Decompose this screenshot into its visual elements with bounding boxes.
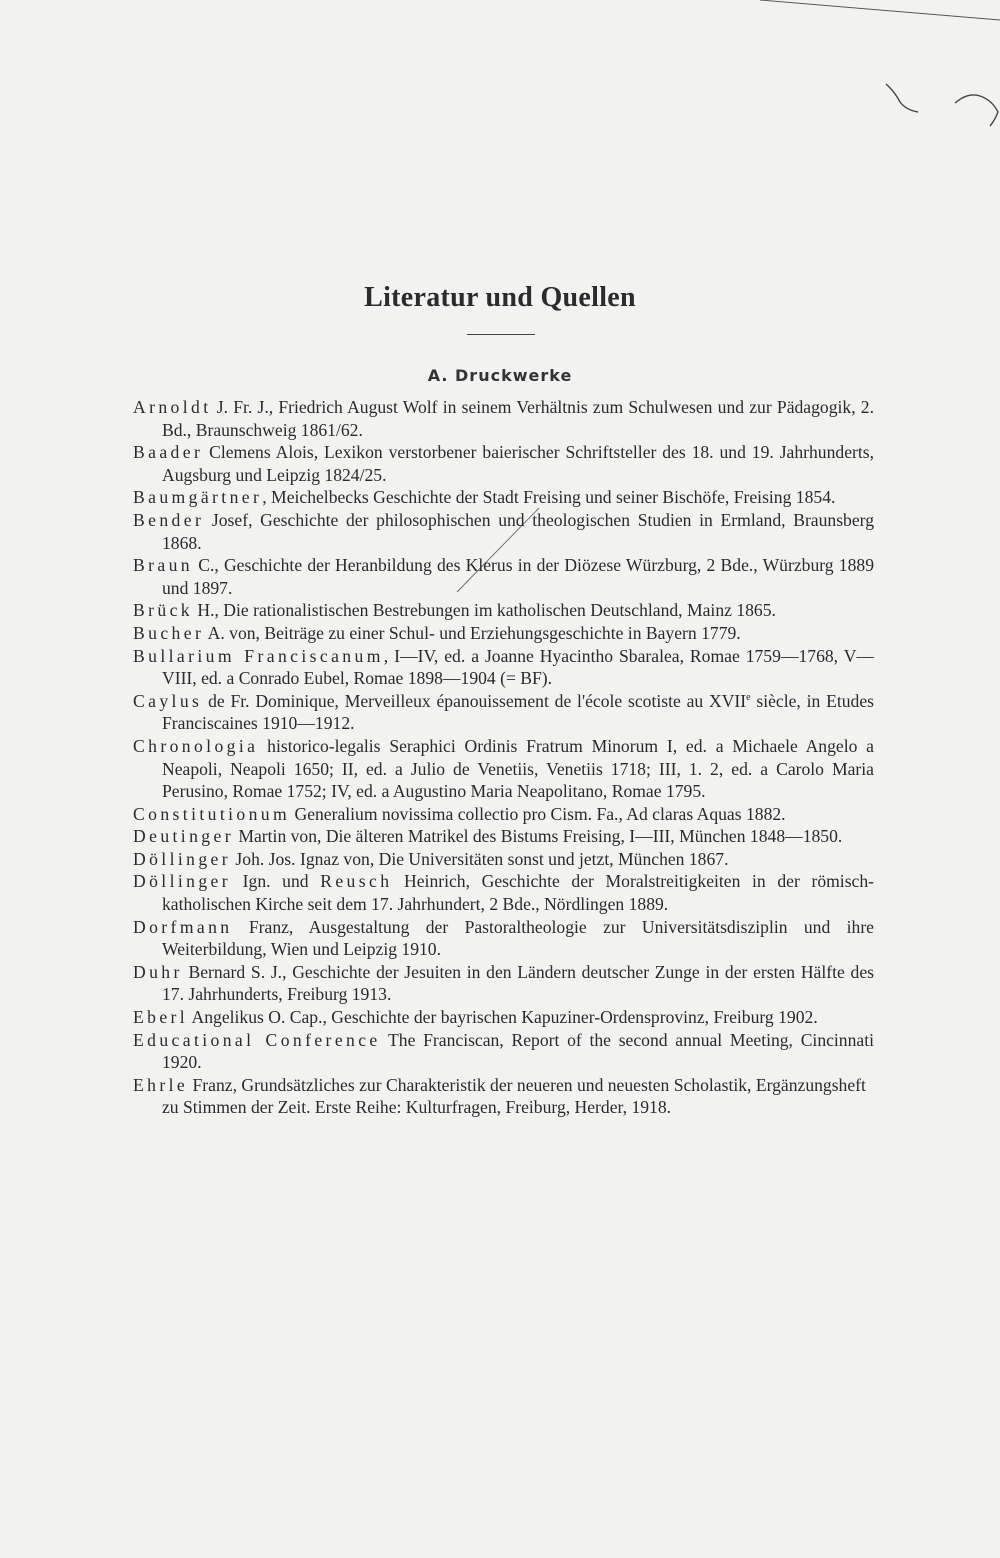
bibliography-entry bbox=[133, 870, 874, 915]
bibliography-entry bbox=[133, 622, 874, 645]
entry-text: Joh. Jos. Ignaz von, Die Universitäten sonst und jetzt, München 1867. bbox=[231, 848, 729, 869]
author-name: Bucher bbox=[133, 622, 205, 643]
bibliography-entry bbox=[133, 441, 874, 486]
bibliography-entry bbox=[133, 825, 874, 848]
author-name: Constitutionum bbox=[133, 803, 291, 824]
entry-text: Generalium novissima collectio pro Cism. Fa., Ad claras Aquas 1882. bbox=[290, 803, 786, 824]
entry-text: J. Fr. J., Friedrich August Wolf in seinem Verhältnis zum Schulwesen und zur Pädagogik, 2. Bd., Braunschweig 1861/62. bbox=[162, 397, 874, 440]
entry-text: Angelikus O. Cap., Geschichte der bayrischen Kapuziner-Ordensprovinz, Freiburg 1902. bbox=[188, 1007, 818, 1028]
bibliography-entry bbox=[133, 1029, 874, 1074]
bibliography-entry bbox=[133, 735, 874, 803]
entry-text: Martin von, Die älteren Matrikel des Bistums Freising, I—III, München 1848—1850. bbox=[233, 826, 843, 847]
bibliography-entry bbox=[133, 599, 874, 622]
author-name: Bullarium Franciscanum bbox=[133, 645, 384, 666]
bibliography-entry bbox=[133, 1074, 874, 1119]
entry-text: Bernard S. J., Geschichte der Jesuiten in den Ländern deutscher Zunge in der ersten Hälfte des 17. Jahrhunderts, Freiburg 1913. bbox=[162, 961, 874, 1005]
author-name: Educational Conference bbox=[133, 1029, 381, 1050]
superscript: e bbox=[746, 691, 751, 703]
author-name: Eberl bbox=[133, 1007, 189, 1028]
entry-text-continued: siècle, in Etudes Franciscaines 1910—1912. bbox=[162, 690, 874, 734]
entry-text: de Fr. Dominique, Merveilleux épanouissement de l'école scotiste au XVII bbox=[202, 690, 747, 711]
pencil-mark-right bbox=[955, 95, 998, 126]
pencil-stroke-top bbox=[760, 0, 1000, 20]
author-name: Baader bbox=[133, 442, 204, 463]
author-name: Deutinger bbox=[133, 826, 234, 847]
author-name: Brück bbox=[133, 600, 193, 621]
bibliography-entry bbox=[133, 690, 874, 735]
entry-text: Franz, Grundsätzliches zur Charakteristik der neueren und neuesten Scholastik, Ergänzungsheft zu Stimmen der Zeit. Erste Reihe: Kulturfragen, Freiburg, Herder, 1918. bbox=[162, 1074, 866, 1118]
page-title: Literatur und Quellen bbox=[364, 282, 636, 313]
entry-text-continued: Heinrich, Geschichte der Moralstreitigkeiten in der römisch-katholischen Kirche seit dem 17. Jahrhundert, 2 Bde., Nördlingen 1889. bbox=[162, 871, 875, 915]
bibliography-entry bbox=[133, 396, 874, 441]
bibliography-entry bbox=[133, 803, 874, 826]
bibliography-list bbox=[133, 396, 874, 1119]
title-divider bbox=[467, 334, 535, 335]
bibliography-entry bbox=[133, 848, 874, 871]
section-heading: A. Druckwerke bbox=[427, 366, 573, 385]
bibliography-entry bbox=[133, 554, 874, 599]
author-name: Duhr bbox=[133, 961, 183, 982]
entry-text: , I—IV, ed. a Joanne Hyacintho Sbaralea, Romae 1759—1768, V—VIII, ed. a Conrado Eubel, Romae 1898—1904 (= BF). bbox=[162, 645, 875, 689]
author-name: Caylus bbox=[133, 690, 203, 711]
entry-text: H., Die rationalistischen Bestrebungen im katholischen Deutschland, Mainz 1865. bbox=[193, 600, 776, 621]
author-name: Baumgärtner bbox=[133, 487, 263, 508]
author-name: Ehrle bbox=[133, 1074, 189, 1095]
coauthor-name: Reusch bbox=[320, 871, 393, 892]
entry-text: The Franciscan, Report of the second annual Meeting, Cincinnati 1920. bbox=[162, 1029, 874, 1073]
entry-text: Ign. und bbox=[231, 871, 321, 892]
entry-text: A. von, Beiträge zu einer Schul- und Erziehungsgeschichte in Bayern 1779. bbox=[204, 622, 741, 643]
author-name: Dorfmann bbox=[133, 916, 233, 937]
entry-text: Josef, Geschichte der philosophischen und theologischen Studien in Ermland, Braunsberg 1868. bbox=[162, 509, 874, 553]
bibliography-entry bbox=[133, 916, 874, 961]
entry-text: , Meichelbecks Geschichte der Stadt Freising und seiner Bischöfe, Freising 1854. bbox=[262, 487, 836, 508]
author-name: Chronologia bbox=[133, 735, 259, 756]
bibliography-entry bbox=[133, 1006, 874, 1029]
entry-text: Franz, Ausgestaltung der Pastoraltheologie zur Universitätsdisziplin und ihre Weiterbildung, Wien und Leipzig 1910. bbox=[162, 916, 874, 960]
entry-text: C., Geschichte der Heranbildung des Klerus in der Diözese Würzburg, 2 Bde., Würzburg 1889 und 1897. bbox=[162, 555, 874, 598]
author-name: Arnoldt bbox=[133, 397, 212, 417]
bibliography-entry bbox=[133, 509, 874, 554]
bibliography-entry bbox=[133, 961, 874, 1006]
pencil-mark-left bbox=[886, 84, 918, 112]
author-name: Braun bbox=[133, 555, 193, 576]
bibliography-entry bbox=[133, 486, 874, 509]
entry-text: historico-legalis Seraphici Ordinis Fratrum Minorum I, ed. a Michaele Angelo a Neapoli, Neapoli 1650; II, ed. a Julio de Venetiis, Venetiis 1718; III, 1. 2, ed. a Carolo Maria Perusino, Romae 1752; IV, ed. a Augustino Maria Neapolitano, Romae 1795. bbox=[162, 735, 874, 802]
entry-text: Clemens Alois, Lexikon verstorbener baierischer Schriftsteller des 18. und 19. Jahrhunderts, Augsburg und Leipzig 1824/25. bbox=[162, 442, 874, 485]
author-name: Döllinger bbox=[133, 871, 232, 892]
author-name: Döllinger bbox=[133, 848, 232, 869]
bibliography-entry bbox=[133, 645, 874, 690]
author-name: Bender bbox=[133, 509, 205, 530]
